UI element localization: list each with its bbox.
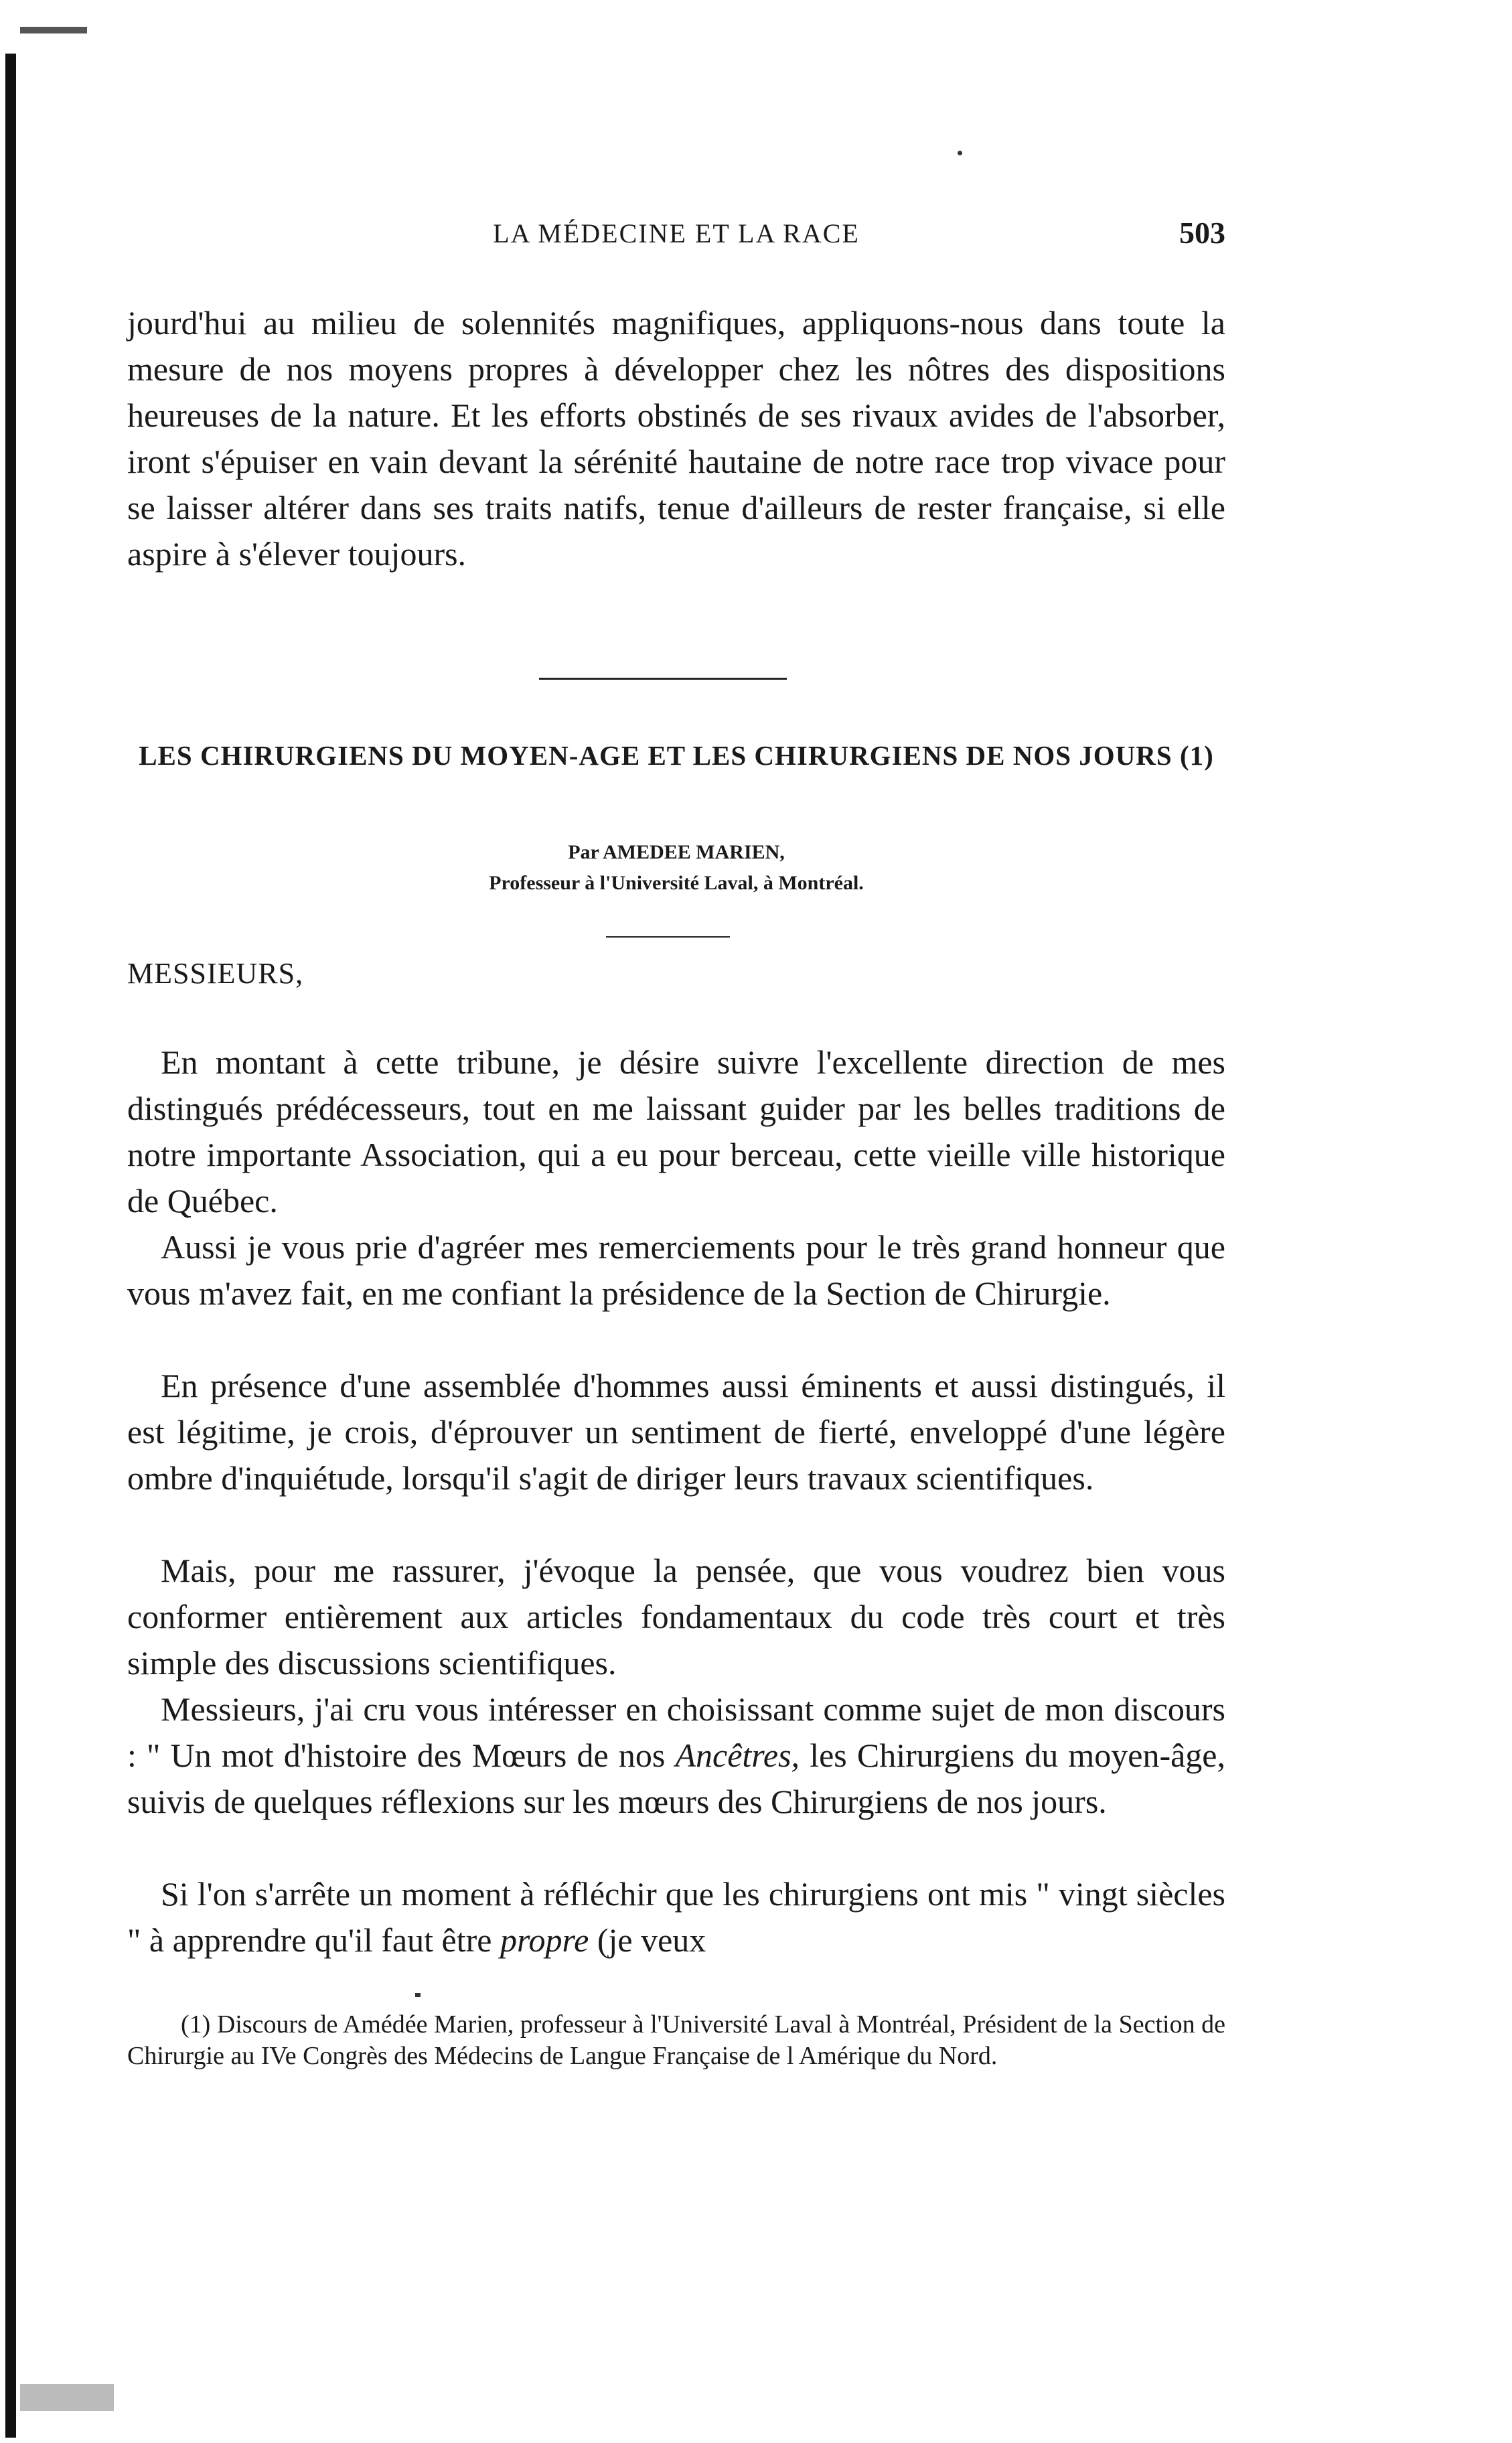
byline [127,837,1225,899]
byline-divider [606,936,730,938]
paragraph: Aussi je vous prie d'agréer mes remerciements pour le très grand honneur que vous m'avez fait, en me confiant la présidence de la Section de Chirurgie. [127,1228,1225,1312]
paragraph-text: Messieurs, j'ai cru vous intéresser en choisissant comme sujet de mon discours : " Un mot d'histoire des Mœurs de nos [127,1690,1225,1774]
ink-speck [958,151,962,155]
paragraph-text: les Chirurgiens du moyen-âge, suivis de quelques réflexions sur les mœurs des Chirurgiens de nos jours. [127,1736,1225,1820]
author-affiliation: Professeur à l'Université Laval, à Montréal. [489,872,864,894]
footnote-text: Discours de Amédée Marien, professeur à l'Université Laval à Montréal, Président de la Section de Chirurgie au IVe Congrès des Médecins de Langue Française de l Amérique du Nord. [127,2010,1225,2070]
scan-artifact [20,27,87,33]
page-header [127,218,1225,271]
running-title: LA MÉDECINE ET LA RACE [493,218,860,248]
footnote [127,2009,1225,2072]
section-divider [539,678,787,680]
article-title: LES CHIRURGIENS DU MOYEN-AGE ET LES CHIRURGIENS DE NOS JOURS (1) [139,740,1214,771]
book-spine-shadow [5,54,16,2438]
footnote-mark-speck [415,1993,421,1997]
paragraph [127,1871,1225,1964]
author-line: Par AMEDEE MARIEN, [568,841,785,863]
page-number: 503 [1179,216,1225,250]
paragraph-italic: Ancêtres, [675,1736,800,1774]
salutation: MESSIEURS, [127,957,304,990]
paragraph: Mais, pour me rassurer, j'évoque la pensée, que vous voudrez bien vous conformer entièrement aux articles fondamentaux du code très court et très simple des discussions scientifiques. [127,1552,1225,1682]
paragraph: En montant à cette tribune, je désire suivre l'excellente direction de mes distingués prédécesseurs, tout en me laissant guider par les belles traditions de notre importante Association, qui a eu pour berceau, cette vieille ville historique de Québec. [127,1043,1225,1219]
paragraph: En présence d'une assemblée d'hommes aussi éminents et aussi distingués, il est légitime, je crois, d'éprouver un sentiment de fierté, enveloppé d'une légère ombre d'inquiétude, lorsqu'il s'agit de diriger leurs travaux scientifiques. [127,1367,1225,1497]
footnote-number: (1) [181,2010,211,2039]
paragraph-italic: propre [500,1921,589,1959]
paragraph-text: (je veux [589,1921,706,1959]
paragraph-continued: jourd'hui au milieu de solennités magnifiques, appliquons-nous dans toute la mesure de nos moyens propres à développer chez les nôtres des dispositions heureuses de la nature. Et les efforts obstinés de ses rivaux avides de l'absorber, iront s'épuiser en vain devant la sérénité hautaine de notre race trop vivace pour se laisser altérer dans ses traits natifs, tenue d'ailleurs de rester française, si elle aspire à s'élever toujours. [127,304,1225,573]
paragraph-text: Si l'on s'arrête un moment à réfléchir que les chirurgiens ont mis " vingt siècles " à apprendre qu'il faut être [127,1875,1225,1959]
paragraph [127,1686,1225,1825]
scan-artifact [20,2384,114,2411]
